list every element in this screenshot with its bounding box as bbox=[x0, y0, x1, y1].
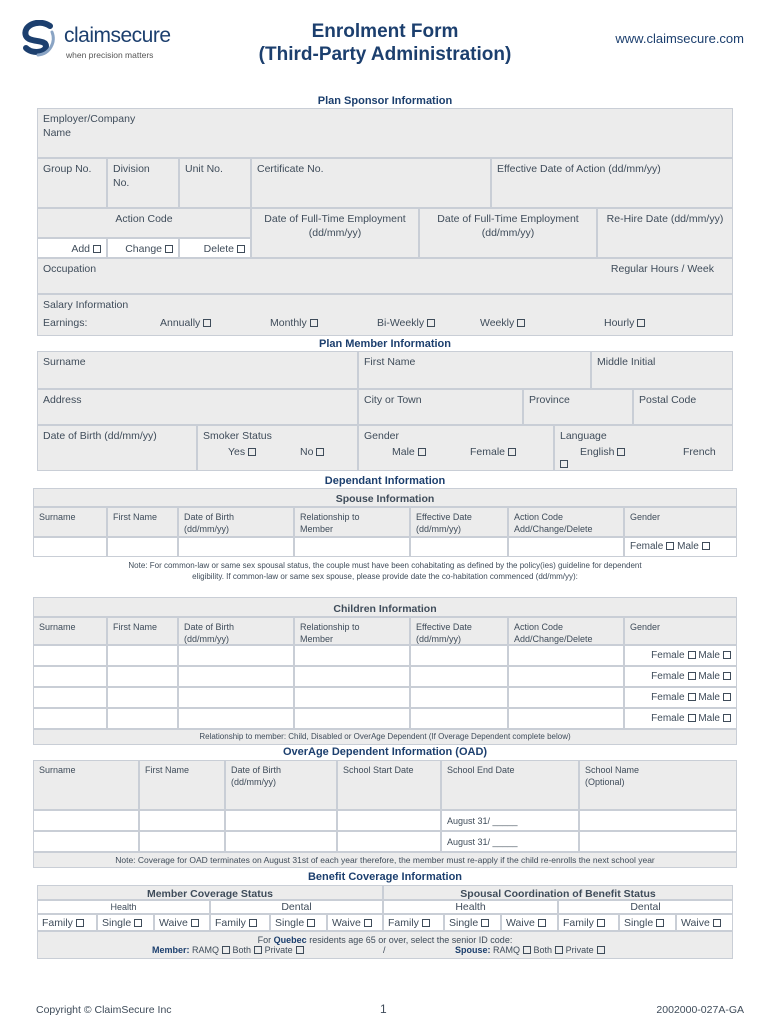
earnings-label: Earnings: bbox=[43, 317, 88, 329]
family-label: Family bbox=[215, 917, 246, 929]
child-relationship-input[interactable] bbox=[294, 708, 410, 729]
child-surname-input[interactable] bbox=[33, 645, 107, 666]
gender-label: Gender bbox=[364, 430, 400, 442]
monthly-checkbox[interactable] bbox=[270, 317, 318, 329]
ramq-separator: / bbox=[383, 945, 386, 955]
child-female-label: Female bbox=[651, 713, 685, 724]
oad-dob-input[interactable] bbox=[225, 810, 337, 831]
delete-checkbox[interactable] bbox=[179, 238, 251, 258]
smoker-no-checkbox[interactable] bbox=[300, 446, 324, 458]
waive-label: Waive bbox=[681, 917, 710, 929]
employer-field[interactable] bbox=[37, 108, 733, 158]
spouse-relationship-header bbox=[294, 507, 410, 537]
child-firstname-input[interactable] bbox=[107, 645, 178, 666]
child-firstname-input[interactable] bbox=[107, 687, 178, 708]
salary-info-label: Salary Information bbox=[43, 299, 129, 311]
checkbox-icon bbox=[364, 919, 372, 927]
oad-august-label: August 31/ _____ bbox=[447, 837, 518, 847]
spouse-health-header bbox=[383, 900, 558, 914]
oad-school-end-input[interactable] bbox=[441, 810, 579, 831]
spouse-male-label: Male bbox=[677, 541, 699, 552]
child-male-label: Male bbox=[698, 671, 720, 682]
spouse-firstname-input[interactable] bbox=[107, 537, 178, 557]
smoker-yes-label: Yes bbox=[228, 446, 246, 458]
smoker-yes-checkbox[interactable] bbox=[228, 446, 256, 458]
checkbox-icon[interactable] bbox=[523, 946, 531, 954]
member-health-waive-checkbox[interactable] bbox=[154, 914, 210, 931]
single-label: Single bbox=[102, 917, 132, 929]
oad-note: Note: Coverage for OAD terminates on August 31st of each year therefore, the member must re-apply if the child re-enrolls the next school year bbox=[33, 852, 737, 868]
checkbox-icon bbox=[723, 714, 731, 722]
rehire-date-field[interactable] bbox=[597, 208, 733, 258]
child-female-label: Female bbox=[651, 671, 685, 682]
quebec-post: residents age 65 or over, select the senior ID code: bbox=[309, 935, 513, 945]
division-no-label: Division No. bbox=[113, 163, 150, 189]
oad-firstname-header bbox=[139, 760, 225, 810]
child-effective-input[interactable] bbox=[410, 708, 508, 729]
child-gender-input[interactable] bbox=[624, 666, 737, 687]
spouse-health-single-checkbox[interactable] bbox=[444, 914, 501, 931]
member-health-label: Health bbox=[110, 902, 137, 912]
checkbox-icon bbox=[597, 919, 605, 927]
member-dental-family-checkbox[interactable] bbox=[210, 914, 270, 931]
hourly-checkbox[interactable] bbox=[604, 317, 645, 329]
spouse-relationship-label: Relationship to Member bbox=[300, 512, 360, 534]
checkbox-icon bbox=[656, 919, 664, 927]
waive-label: Waive bbox=[332, 917, 361, 929]
children-info-title: Children Information bbox=[33, 597, 737, 617]
waive-label: Waive bbox=[506, 917, 535, 929]
change-checkbox[interactable] bbox=[107, 238, 179, 258]
occupation-field[interactable] bbox=[37, 258, 733, 294]
child-gender-input[interactable] bbox=[624, 645, 737, 666]
spouse-action-label: Action Code Add/Change/Delete bbox=[514, 512, 593, 534]
gender-female-checkbox[interactable] bbox=[470, 446, 516, 458]
action-code-header bbox=[37, 208, 251, 238]
oad-dob-label: Date of Birth (dd/mm/yy) bbox=[231, 765, 282, 787]
oad-title: OverAge Dependent Information (OAD) bbox=[282, 746, 488, 758]
spouse-relationship-input[interactable] bbox=[294, 537, 410, 557]
spouse-effective-input[interactable] bbox=[410, 537, 508, 557]
spouse-gender-input[interactable] bbox=[624, 537, 737, 557]
checkbox-icon bbox=[713, 919, 721, 927]
annually-label: Annually bbox=[160, 317, 201, 329]
checkbox-icon[interactable] bbox=[222, 946, 230, 954]
checkbox-icon bbox=[617, 448, 625, 456]
member-label: Member: bbox=[152, 945, 190, 955]
first-name-field[interactable] bbox=[358, 351, 591, 389]
oad-dob-header bbox=[225, 760, 337, 810]
child-dob-input[interactable] bbox=[178, 666, 294, 687]
oad-school-name-header bbox=[579, 760, 737, 810]
spouse-health-family-checkbox[interactable] bbox=[383, 914, 444, 931]
checkbox-icon bbox=[637, 319, 645, 327]
child-male-label: Male bbox=[698, 713, 720, 724]
language-label: Language bbox=[560, 430, 607, 442]
dependant-title: Dependant Information bbox=[324, 475, 446, 487]
oad-firstname-input[interactable] bbox=[139, 810, 225, 831]
spouse-surname-input[interactable] bbox=[33, 537, 107, 557]
middle-initial-label: Middle Initial bbox=[597, 356, 656, 368]
change-label: Change bbox=[125, 243, 162, 255]
spouse-effective-label: Effective Date (dd/mm/yy) bbox=[416, 512, 472, 534]
spouse-female-label: Female bbox=[630, 541, 664, 552]
child-female-label: Female bbox=[651, 650, 685, 661]
checkbox-icon bbox=[76, 919, 84, 927]
member-dental-label: Dental bbox=[281, 901, 312, 913]
child-relationship-input[interactable] bbox=[294, 687, 410, 708]
child-gender-label: Gender bbox=[630, 622, 661, 632]
checkbox-icon bbox=[203, 319, 211, 327]
gender-male-label: Male bbox=[392, 446, 415, 458]
checkbox-icon[interactable] bbox=[296, 946, 304, 954]
gender-male-checkbox[interactable] bbox=[392, 446, 426, 458]
child-relationship-label: Relationship to Member bbox=[300, 622, 360, 644]
dob-field[interactable] bbox=[37, 425, 197, 471]
weekly-label: Weekly bbox=[480, 317, 515, 329]
spouse-dental-family-checkbox[interactable] bbox=[558, 914, 619, 931]
checkbox-icon bbox=[688, 714, 696, 722]
biweekly-checkbox[interactable] bbox=[377, 317, 435, 329]
effective-date-label: Effective Date of Action (dd/mm/yy) bbox=[497, 163, 661, 175]
employer-label: Employer/Company Name bbox=[43, 113, 136, 139]
spouse-dental-single-checkbox[interactable] bbox=[619, 914, 676, 931]
spousal-coverage-title: Spousal Coordination of Benefit Status bbox=[383, 885, 733, 900]
checkbox-icon bbox=[666, 542, 674, 550]
spouse-note: Note: For common-law or same sex spousal status, the couple must have been cohabitating as defined by the policy(ies) guideline for dependent eligibility. If common-law or same sex spouse, please provide date the co-habitation commenced (dd/mm/yy): bbox=[128, 561, 642, 581]
province-label: Province bbox=[529, 394, 570, 406]
spouse-dob-label: Date of Birth (dd/mm/yy) bbox=[184, 512, 235, 534]
child-surname-input[interactable] bbox=[33, 708, 107, 729]
benefit-title: Benefit Coverage Information bbox=[307, 871, 463, 883]
middle-initial-field[interactable] bbox=[591, 351, 733, 389]
child-female-label: Female bbox=[651, 692, 685, 703]
checkbox-icon bbox=[248, 448, 256, 456]
add-label: Add bbox=[71, 243, 90, 255]
postal-code-label: Postal Code bbox=[639, 394, 697, 406]
oad-surname-header bbox=[33, 760, 139, 810]
checkbox-icon bbox=[316, 448, 324, 456]
first-name-label: First Name bbox=[364, 356, 416, 368]
smoker-status-field bbox=[197, 425, 358, 471]
private-label: Private bbox=[264, 945, 293, 955]
checkbox-icon bbox=[134, 919, 142, 927]
spouse-ramq-row bbox=[455, 945, 605, 955]
spouse-firstname-label: First Name bbox=[113, 512, 158, 522]
unit-no-field[interactable] bbox=[179, 158, 251, 208]
certificate-no-field[interactable] bbox=[251, 158, 491, 208]
checkbox-icon bbox=[702, 542, 710, 550]
member-health-header bbox=[37, 900, 210, 914]
checkbox-icon bbox=[723, 693, 731, 701]
rehire-date-label: Re-Hire Date (dd/mm/yy) bbox=[606, 213, 724, 225]
child-firstname-input[interactable] bbox=[107, 708, 178, 729]
division-no-field[interactable] bbox=[107, 158, 179, 208]
city-label: City or Town bbox=[364, 394, 422, 406]
member-dental-header bbox=[210, 900, 383, 914]
unit-no-label: Unit No. bbox=[185, 163, 223, 175]
oad-school-start-input[interactable] bbox=[337, 831, 441, 852]
member-health-single-checkbox[interactable] bbox=[97, 914, 154, 931]
title-line-1: Enrolment Form bbox=[311, 21, 459, 42]
oad-school-name-label: School Name (Optional) bbox=[585, 765, 640, 787]
language-french-label: French bbox=[683, 446, 716, 458]
child-action-input[interactable] bbox=[508, 666, 624, 687]
checkbox-icon bbox=[93, 245, 101, 253]
fulltime-date-label-1: Date of Full-Time Employment (dd/mm/yy) bbox=[264, 213, 406, 239]
surname-label: Surname bbox=[43, 356, 86, 368]
dob-label: Date of Birth (dd/mm/yy) bbox=[43, 430, 157, 442]
plan-member-title: Plan Member Information bbox=[318, 338, 452, 350]
quebec-bold: Quebec bbox=[273, 935, 307, 945]
waive-label: Waive bbox=[159, 917, 188, 929]
child-dob-label: Date of Birth (dd/mm/yy) bbox=[184, 622, 235, 644]
both-label: Both bbox=[232, 945, 252, 955]
child-effective-input[interactable] bbox=[410, 666, 508, 687]
language-french-checkbox[interactable] bbox=[560, 458, 568, 470]
checkbox-icon[interactable] bbox=[555, 946, 563, 954]
address-label: Address bbox=[43, 394, 82, 406]
fulltime-date-label-2: Date of Full-Time Employment (dd/mm/yy) bbox=[437, 213, 579, 239]
child-action-label: Action Code Add/Change/Delete bbox=[514, 622, 593, 644]
oad-firstname-label: First Name bbox=[145, 765, 190, 775]
smoker-status-label: Smoker Status bbox=[203, 430, 272, 442]
address-field[interactable] bbox=[37, 389, 358, 425]
quebec-pre: For bbox=[257, 935, 272, 945]
oad-school-start-label: School Start Date bbox=[343, 765, 414, 775]
add-checkbox[interactable] bbox=[37, 238, 107, 258]
child-male-label: Male bbox=[698, 650, 720, 661]
action-code-label: Action Code bbox=[115, 213, 173, 225]
checkbox-icon bbox=[249, 919, 257, 927]
checkbox-icon bbox=[310, 319, 318, 327]
checkbox-icon bbox=[508, 448, 516, 456]
checkbox-icon bbox=[723, 651, 731, 659]
ramq-label: RAMQ bbox=[192, 945, 220, 955]
spouse-info-title: Spouse Information bbox=[33, 488, 737, 507]
spouse-gender-header bbox=[624, 507, 737, 537]
oad-firstname-input[interactable] bbox=[139, 831, 225, 852]
checkbox-icon bbox=[517, 319, 525, 327]
logo-wordmark: claimsecure bbox=[64, 24, 171, 47]
delete-label: Delete bbox=[203, 243, 234, 255]
child-effective-input[interactable] bbox=[410, 645, 508, 666]
child-action-input[interactable] bbox=[508, 645, 624, 666]
spouse-gender-label: Gender bbox=[630, 512, 661, 522]
gender-field bbox=[358, 425, 554, 471]
child-effective-label: Effective Date (dd/mm/yy) bbox=[416, 622, 472, 644]
checkbox-icon bbox=[688, 672, 696, 680]
language-english-label: English bbox=[580, 446, 615, 458]
checkbox-icon[interactable] bbox=[597, 946, 605, 954]
member-dental-waive-checkbox[interactable] bbox=[327, 914, 383, 931]
oad-dob-input[interactable] bbox=[225, 831, 337, 852]
member-coverage-title: Member Coverage Status bbox=[37, 885, 383, 900]
child-action-input[interactable] bbox=[508, 708, 624, 729]
child-surname-input[interactable] bbox=[33, 666, 107, 687]
checkbox-icon bbox=[307, 919, 315, 927]
province-field[interactable] bbox=[523, 389, 633, 425]
child-male-label: Male bbox=[698, 692, 720, 703]
member-dental-single-checkbox[interactable] bbox=[270, 914, 327, 931]
checkbox-icon[interactable] bbox=[254, 946, 262, 954]
group-no-label: Group No. bbox=[43, 163, 92, 175]
smoker-no-label: No bbox=[300, 446, 314, 458]
title-line-2: (Third-Party Administration) bbox=[258, 44, 512, 65]
oad-school-name-input[interactable] bbox=[579, 810, 737, 831]
child-surname-label: Surname bbox=[39, 622, 76, 632]
checkbox-icon bbox=[191, 919, 199, 927]
single-label: Single bbox=[275, 917, 305, 929]
child-surname-input[interactable] bbox=[33, 687, 107, 708]
annually-checkbox[interactable] bbox=[160, 317, 211, 329]
spouse-dental-label: Dental bbox=[630, 901, 661, 913]
child-dob-header bbox=[178, 617, 294, 645]
spouse-dob-header bbox=[178, 507, 294, 537]
child-relationship-header bbox=[294, 617, 410, 645]
oad-school-name-input[interactable] bbox=[579, 831, 737, 852]
checkbox-icon bbox=[481, 919, 489, 927]
child-relationship-input[interactable] bbox=[294, 645, 410, 666]
child-action-header bbox=[508, 617, 624, 645]
certificate-no-label: Certificate No. bbox=[257, 163, 324, 175]
child-effective-header bbox=[410, 617, 508, 645]
oad-surname-label: Surname bbox=[39, 765, 76, 775]
child-dob-input[interactable] bbox=[178, 645, 294, 666]
spouse-surname-header bbox=[33, 507, 107, 537]
family-label: Family bbox=[563, 917, 594, 929]
city-field[interactable] bbox=[358, 389, 523, 425]
child-gender-input[interactable] bbox=[624, 708, 737, 729]
checkbox-icon bbox=[422, 919, 430, 927]
both-label: Both bbox=[533, 945, 553, 955]
child-dob-input[interactable] bbox=[178, 708, 294, 729]
spouse-health-label: Health bbox=[455, 901, 486, 913]
spouse-dental-header bbox=[558, 900, 733, 914]
private-label: Private bbox=[565, 945, 594, 955]
oad-school-end-label: School End Date bbox=[447, 765, 515, 775]
occupation-label: Occupation bbox=[43, 263, 97, 275]
spouse-dob-input[interactable] bbox=[178, 537, 294, 557]
child-firstname-label: First Name bbox=[113, 622, 158, 632]
weekly-checkbox[interactable] bbox=[480, 317, 525, 329]
gender-female-label: Female bbox=[470, 446, 506, 458]
child-dob-input[interactable] bbox=[178, 687, 294, 708]
oad-august-label: August 31/ _____ bbox=[447, 816, 518, 826]
child-surname-header bbox=[33, 617, 107, 645]
checkbox-icon bbox=[427, 319, 435, 327]
regular-hours-label: Regular Hours / Week bbox=[610, 263, 714, 275]
copyright: Copyright © ClaimSecure Inc bbox=[36, 1004, 172, 1016]
monthly-label: Monthly bbox=[270, 317, 307, 329]
spouse-action-header bbox=[508, 507, 624, 537]
plan-sponsor-title: Plan Sponsor Information bbox=[317, 95, 453, 107]
form-code: 2002000-027A-GA bbox=[656, 1004, 744, 1016]
child-action-input[interactable] bbox=[508, 687, 624, 708]
group-no-field[interactable] bbox=[37, 158, 107, 208]
checkbox-icon bbox=[688, 651, 696, 659]
child-firstname-header bbox=[107, 617, 178, 645]
oad-school-end-header bbox=[441, 760, 579, 810]
spouse-action-input[interactable] bbox=[508, 537, 624, 557]
postal-code-field[interactable] bbox=[633, 389, 733, 425]
oad-surname-input[interactable] bbox=[33, 831, 139, 852]
spouse-health-waive-checkbox[interactable] bbox=[501, 914, 558, 931]
member-ramq-row bbox=[152, 945, 304, 955]
checkbox-icon bbox=[538, 919, 546, 927]
single-label: Single bbox=[624, 917, 654, 929]
family-label: Family bbox=[388, 917, 419, 929]
effective-date-field[interactable] bbox=[491, 158, 733, 208]
biweekly-label: Bi-Weekly bbox=[377, 317, 425, 329]
child-gender-input[interactable] bbox=[624, 687, 737, 708]
oad-school-end-input[interactable] bbox=[441, 831, 579, 852]
child-firstname-input[interactable] bbox=[107, 666, 178, 687]
oad-school-start-header bbox=[337, 760, 441, 810]
page-number: 1 bbox=[380, 1002, 387, 1016]
fulltime-date-field-1[interactable] bbox=[251, 208, 419, 258]
member-health-family-checkbox[interactable] bbox=[37, 914, 97, 931]
children-note: Relationship to member: Child, Disabled or OverAge Dependent (If Overage Dependent complete below) bbox=[33, 729, 737, 745]
child-effective-input[interactable] bbox=[410, 687, 508, 708]
checkbox-icon bbox=[560, 460, 568, 468]
single-label: Single bbox=[449, 917, 479, 929]
website-url: www.claimsecure.com bbox=[615, 31, 744, 46]
checkbox-icon bbox=[723, 672, 731, 680]
checkbox-icon bbox=[237, 245, 245, 253]
spouse-dental-waive-checkbox[interactable] bbox=[676, 914, 733, 931]
language-english-checkbox[interactable] bbox=[580, 446, 625, 458]
checkbox-icon bbox=[165, 245, 173, 253]
fulltime-date-field-2[interactable] bbox=[419, 208, 597, 258]
salary-info-field bbox=[37, 294, 733, 336]
spouse-label: Spouse: bbox=[455, 945, 491, 955]
spouse-effective-header bbox=[410, 507, 508, 537]
surname-field[interactable] bbox=[37, 351, 358, 389]
spouse-firstname-header bbox=[107, 507, 178, 537]
checkbox-icon bbox=[688, 693, 696, 701]
ramq-label: RAMQ bbox=[493, 945, 521, 955]
child-relationship-input[interactable] bbox=[294, 666, 410, 687]
child-gender-header bbox=[624, 617, 737, 645]
spouse-surname-label: Surname bbox=[39, 512, 76, 522]
oad-school-start-input[interactable] bbox=[337, 810, 441, 831]
oad-surname-input[interactable] bbox=[33, 810, 139, 831]
logo-tagline: when precision matters bbox=[66, 50, 154, 60]
hourly-label: Hourly bbox=[604, 317, 635, 329]
checkbox-icon bbox=[418, 448, 426, 456]
family-label: Family bbox=[42, 917, 73, 929]
